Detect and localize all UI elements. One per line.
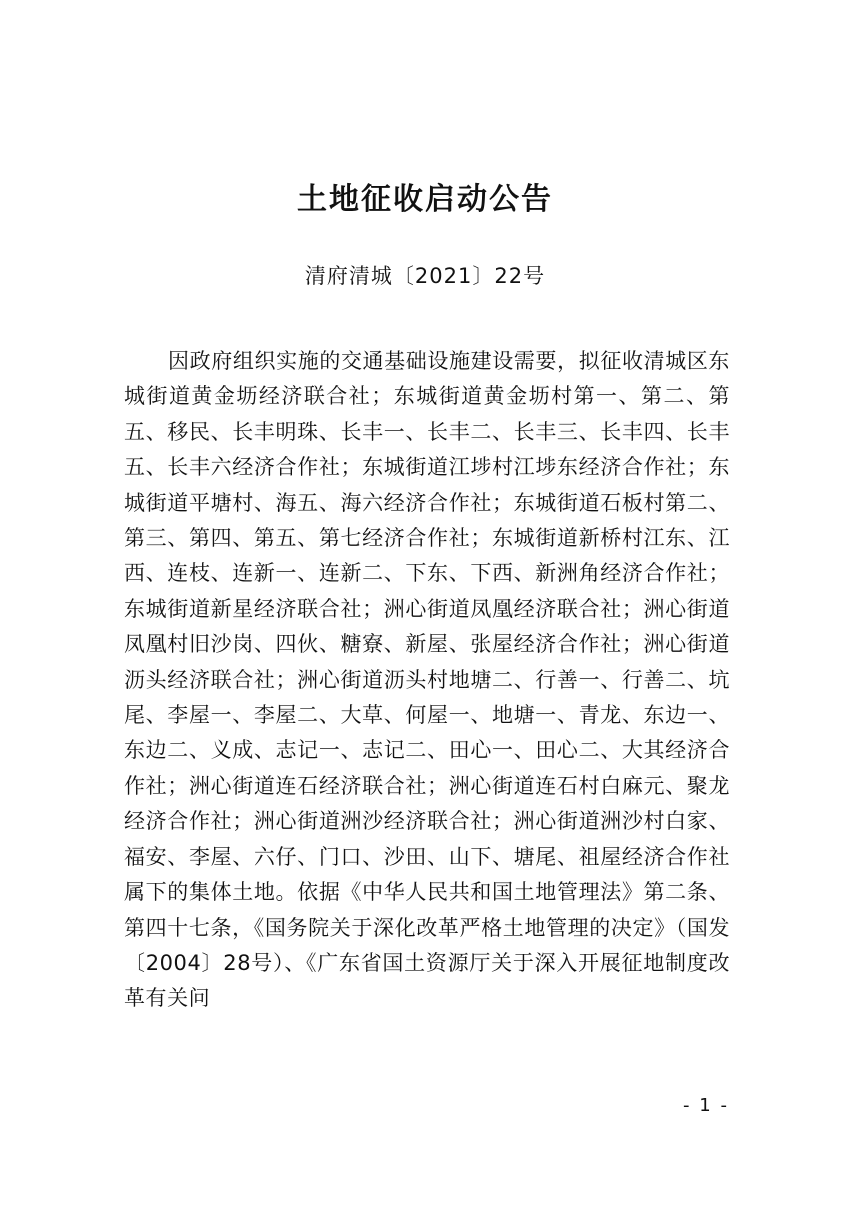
body-paragraph: 因政府组织实施的交通基础设施建设需要，拟征收清城区东城街道黄金坜经济联合社；东城街道黄金坜村第一、第二、第五、移民、长丰明珠、长丰一、长丰二、长丰三、长丰四、长丰五、长丰六经济合作社；东城街道江埗村江埗东经济合作社；东城街道平塘村、海五、海六经济合作社；东城街道石板村第二、第三、第四、第五、第七经济合作社；东城街道新桥村江东、江西、连枝、连新一、连新二、下东、下西、新洲角经济合作社；东城街道新星经济联合社；洲心街道凤凰经济联合社；洲心街道凤凰村旧沙岗、四伙、糖寮、新屋、张屋经济合作社；洲心街道沥头经济联合社；洲心街道沥头村地塘二、行善一、行善二、坑尾、李屋一、李屋二、大草、何屋一、地塘一、青龙、东边一、东边二、义成、志记一、志记二、田心一、田心二、大其经济合作社；洲心街道连石经济联合社；洲心街道连石村白麻元、聚龙经济合作社；洲心街道洲沙经济联合社；洲心街道洲沙村白家、福安、李屋、六仔、门口、沙田、山下、塘尾、祖屋经济合作社属下的集体土地。依据《中华人民共和国土地管理法》第二条、第四十七条，《国务院关于深化改革严格土地管理的决定》（国发〔2004〕28号）、《广东省国土资源厅关于深入开展征地制度改革有关问	[124, 349, 730, 1011]
document-number: 清府清城〔2021〕22号	[304, 264, 546, 288]
document-title: 土地征收启动公告	[297, 182, 553, 217]
page-number: - 1 -	[683, 1095, 729, 1116]
